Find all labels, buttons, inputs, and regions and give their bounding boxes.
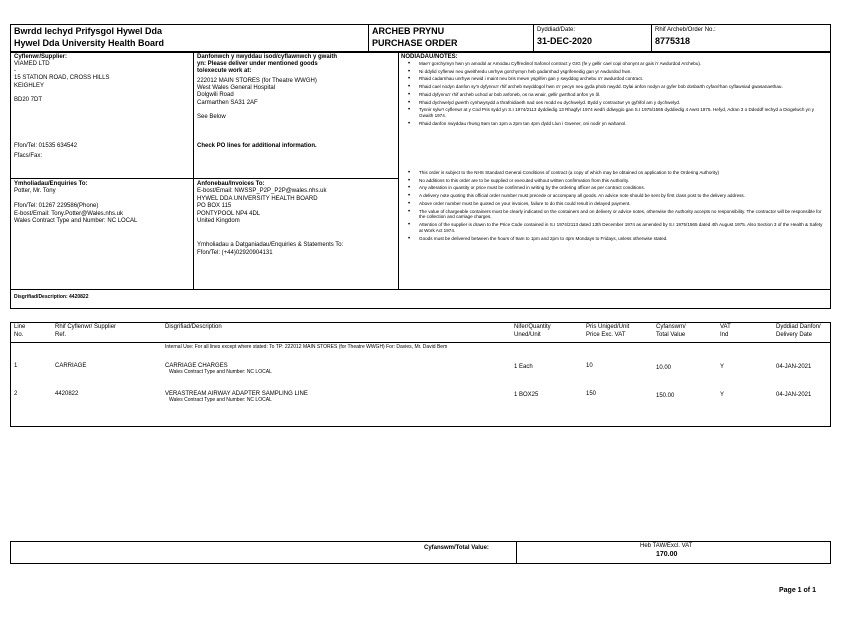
table-row-1-ref: CARRIAGE (55, 363, 87, 369)
table-row-2-vat: Y (720, 392, 725, 398)
delivery-line: See Below (197, 113, 226, 120)
title-welsh: ARCHEB PRYNU (372, 26, 445, 36)
header-divider-2 (533, 24, 534, 52)
notes-welsh (403, 61, 823, 129)
header-divider-3 (651, 24, 652, 52)
note-welsh-item: • Rhaid cadarnhau unrhyw newid i maint neu bris mewn ysgrifen gan y swyddog archebu o'r awdurdod contract. (403, 76, 823, 82)
delivery-line: 222012 MAIN STORES (for Theatre WWGH) (197, 78, 317, 84)
table-row-1-line: 1 (14, 363, 18, 369)
table-header-rule (10, 342, 831, 343)
invoices-line: United Kingdom (197, 218, 240, 224)
supplier-label: Cyflenwr/Supplier: (14, 54, 68, 60)
enquiries-details (14, 188, 137, 226)
org-name-english: Hywel Dda University Health Board (14, 38, 165, 48)
internal-use-note: Internal Use: For all lines except where stated: To TP: 222012 MAIN STORES (for Theatre WWGH) For: Davies, Mr. David Bem (165, 344, 448, 350)
col-header-line: Line No. (14, 324, 26, 338)
table-row-1-total: 10.00 (656, 365, 672, 371)
date-label: Dyddiad/Date: (537, 27, 576, 33)
table-row-2-date: 04-JAN-2021 (776, 392, 812, 398)
totals-value: 170.00 (656, 551, 678, 558)
invoices-label: Anfonebau/Invoices To: (197, 181, 265, 187)
supplier-line (14, 90, 109, 97)
note-welsh-item: • Rhaid danfon nwyddau rhwng 9am tan 1pm a 2pm tan 4pm dydd Llun i Gwener, oni nodir yn wahanol. (403, 121, 823, 127)
info-midline (10, 178, 398, 179)
delivery-note: Check PO lines for additional information. (197, 143, 317, 149)
col-header-delivery-date: Dyddiad Danfon/ Delivery Date (776, 324, 821, 338)
table-row-2-desc: VERASTREAM AIRWAY ADAPTER SAMPLING LINE (165, 391, 308, 397)
order-number-label: Rhif Archeb/Order No.: (655, 27, 716, 33)
supplier-fax: Ffacs/Fax: (14, 153, 43, 159)
statements-phone: Ffon/Tel: (+44)02920904131 (197, 250, 273, 256)
invoices-line: HYWEL DDA UNIVERSITY HEALTH BOARD (197, 195, 318, 202)
order-number-value: 8775318 (655, 36, 691, 46)
totals-label: Cyfanswm/Total Value: (424, 545, 489, 551)
col-header-unit-price: Pris Uniged/Unit Price Exc. VAT (586, 324, 630, 338)
date-value: 31-DEC-2020 (537, 36, 593, 46)
delivery-heading-line: to/execute work at: (197, 68, 252, 75)
supplier-line: VIAMED LTD (14, 61, 50, 67)
table-row-1-qty: 1 Each (514, 364, 533, 370)
header-divider-1 (368, 24, 369, 52)
statements-label: Ymholiadau a Datganiadau/Enquiries & Statements To: (197, 242, 344, 248)
info-divider-1 (193, 52, 194, 289)
note-welsh-item: • Ni ddylid cyflenwi neu gweithredu unrhyw gorchymyn heb gadarnhad ysgrifenedig gan yr Awdurdod hwn. (403, 69, 823, 75)
info-bottomline (10, 289, 831, 290)
info-divider-2 (398, 52, 399, 289)
delivery-line: Carmarthen SA31 2AF (197, 99, 258, 106)
table-row-2-desc-contract: Wales Contract Type and Number: NC LOCAL (169, 397, 272, 403)
delivery-address (197, 78, 317, 121)
table-row-1-desc-contract: Wales Contract Type and Number: NC LOCAL (169, 369, 272, 375)
supplier-line: - (14, 68, 16, 75)
note-english-item: • Attention of the supplier is drawn to the Price Code contained in S.I 1974/2113 dated 13th December 1974 as amended by S.I 1975/1565 dated 4th August 1975. Also Section 3 of the Health & Safety at Work Act 1974. (403, 222, 823, 233)
totals-divider (516, 541, 517, 564)
table-row-1-desc: CARRIAGE CHARGES (165, 363, 228, 369)
note-english-item: • No additions to this order are to be supplied or executed without written confirmation from this Authority. (403, 178, 823, 184)
invoices-line: PONTYPOOL NP4 4DL (197, 210, 261, 217)
note-english-item: • Any alteration in quantity or price must be confirmed in writing by the ordering officer as per contract conditions. (403, 185, 823, 191)
delivery-heading-line: yn: Please deliver under mentioned goods (197, 61, 318, 68)
note-welsh-item: • Tynnir sylw'r cyflenwr at y Cod Pris sydd yn S.I 1974/2113 dyddiedig 13 Rhagfyr 1974 wedi'i ddiwygio gan S.I 1975/1565 dyddiedig 4 Awst 1975. Hefyd, Adran 3 o Ddeddf Iechyd a Diogelwch yn y Gwaith 1974. (403, 107, 823, 118)
supplier-phone: Ffon/Tel: 01535 634542 (14, 143, 78, 149)
supplier-line: BD20 7DT (14, 96, 43, 103)
enquiries-line: Ffon/Tel: 01267 229586(Phone) (14, 203, 99, 209)
col-header-total: Cyfanswm/ Total Value (656, 324, 686, 338)
enquiries-label: Ymholiadau/Enquiries To: (14, 181, 88, 187)
table-row-2-ref: 4420822 (55, 391, 79, 397)
note-english-item: • Above order number must be quoted on your invoices, failure to do this could result in delayed payment. (403, 201, 823, 207)
col-header-quantity: Nifer/Quantity Uned/Unit (514, 324, 551, 338)
table-row-2-total: 150.00 (656, 393, 675, 399)
delivery-heading (197, 54, 337, 76)
delivery-line (197, 107, 317, 114)
title-english: PURCHASE ORDER (372, 38, 458, 48)
totals-box (10, 541, 831, 564)
table-row-1-vat: Y (720, 364, 725, 370)
note-welsh-item: • Rhaid dychwelyd gwerth cynhwysydd a thrafnidiaeth nad oes modd eu dychwelyd. Bydd y contractwr yn gyfrifol am y dychwelyd. (403, 100, 823, 106)
totals-excl-vat-label: Heb TAW/Excl. VAT (640, 543, 693, 549)
delivery-line: Dolgwili Road (197, 92, 234, 99)
note-english-item: • A delivery note quoting this official order number must precede or accompany all goods. An advice note should be sent by first class post to the delivery address. (403, 193, 823, 199)
table-row-1-date: 04-JAN-2021 (776, 364, 812, 370)
col-header-supplier-ref: Rhif Cyflenwr/ Supplier Ref. (55, 324, 117, 338)
table-row-2-line: 2 (14, 391, 18, 397)
invoices-line: PO BOX 115 (197, 203, 232, 209)
note-english-item: • Goods must be delivered between the hours of 9am to 1pm and 2pm to 4pm Mondays to Fridays, unless otherwise stated. (403, 236, 823, 242)
note-welsh-item: • Rhaid dyfynnu'r rhif archeb uchod ar bob anfoneb, os na wnair, gellir gwrthod anfon yn ôl. (403, 92, 823, 98)
enquiries-line (14, 196, 137, 204)
notes-label: NODIADAU/NOTES: (401, 54, 458, 60)
col-header-description: Disgrifiad/Description (165, 324, 222, 330)
description-summary: Disgrifiad/Description: 4420822 (14, 294, 89, 300)
col-header-vat: VAT Ind (720, 324, 731, 338)
enquiries-line: E-bost/Email: Tony.Potter@Wales.nhs.uk (14, 210, 124, 217)
invoices-line: E-bost/Email: NWSSP_P2P_P2P@wales.nhs.uk (197, 188, 327, 194)
org-name-welsh: Bwrdd Iechyd Prifysgol Hywel Dda (14, 26, 163, 36)
supplier-line: KEIGHLEY (14, 82, 45, 89)
table-row-1-price: 10 (586, 363, 593, 369)
note-english-item: • The value of chargeable containers must be clearly indicated on the containers and on delivery or advice notes, otherwise the Authority accepts no responsibility. The contractor will be responsible for the collection and carriage charges. (403, 209, 823, 220)
notes-english (403, 170, 823, 243)
supplier-address (14, 61, 109, 104)
invoices-address (197, 188, 326, 226)
enquiries-line: Wales Contract Type and Number: NC LOCAL (14, 218, 138, 224)
note-welsh-item: • Mae'r gorchymyn hwn yn amodol ar Amodau Cyffredinol Safonol contract y GIG (fe y gellir cael copi ohonynt ar gais i'r Awdurdod Archebu). (403, 61, 823, 67)
table-row-2-price: 150 (586, 391, 597, 397)
note-english-item: • This order is subject to the NHS Standard General Conditions of contract (a copy of which may be obtained on application to the Ordering Authority) (403, 170, 823, 176)
line-items-table (10, 322, 831, 427)
table-row-2-qty: 1 BOX25 (514, 392, 539, 398)
delivery-heading-line: Danfonwch y nwyddau isod/cyflawnwch y gwaith (197, 54, 338, 60)
page-number: Page 1 of 1 (779, 587, 816, 594)
supplier-line: 15 STATION ROAD, CROSS HILLS (14, 75, 110, 82)
enquiries-line: Potter, Mr. Tony (14, 188, 56, 194)
delivery-line: West Wales General Hospital (197, 85, 276, 92)
note-welsh-item: • Rhaid cael nodyn danfon sy'n dyfynnu'r rhif archeb swyddogol hwn o'r pecyn neu gyda phob nwydd. Dylai anfon nodyn ar gyfer bob dosbarth cyfan/rhan cyflawniad gwasanaethau. (403, 84, 823, 90)
